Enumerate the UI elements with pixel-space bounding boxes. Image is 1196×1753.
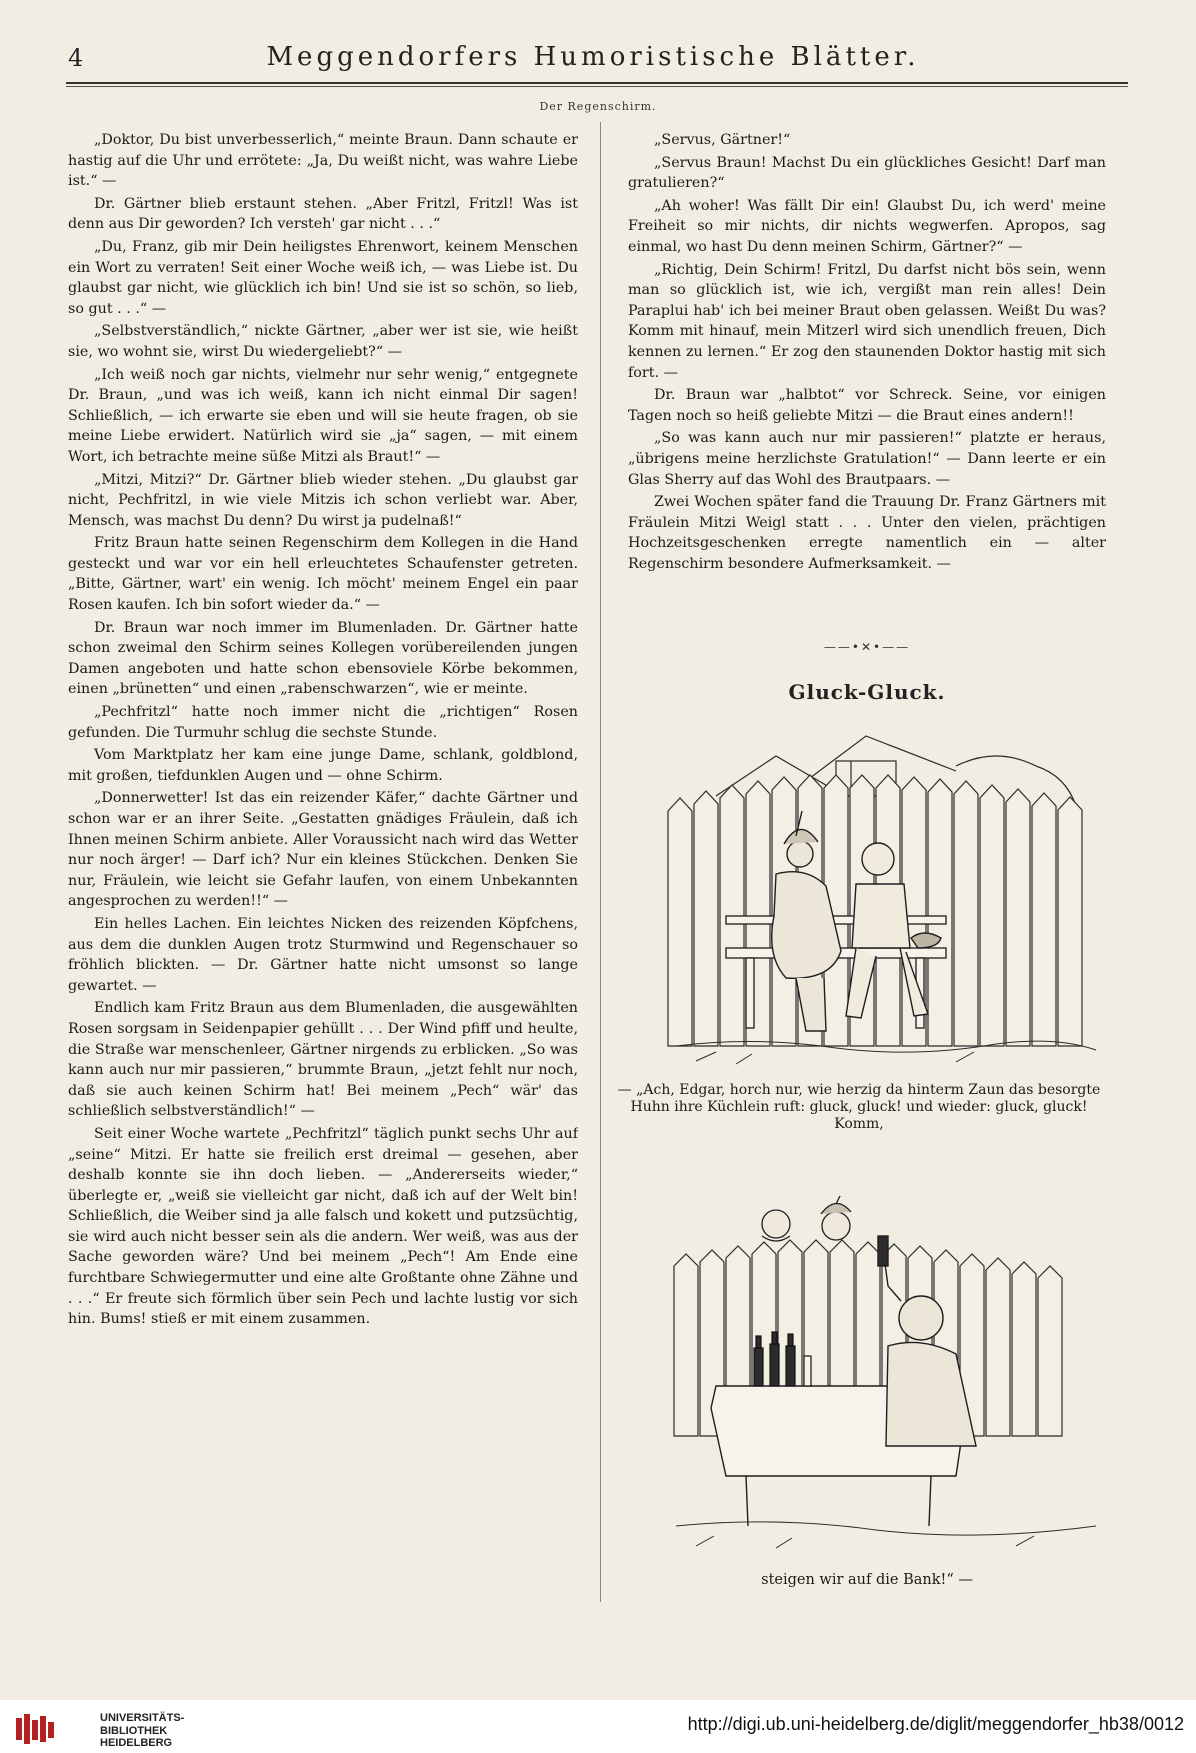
paragraph: Dr. Braun war „halbtot“ vor Schreck. Seine, vor einigen Tagen noch so heiß geliebte Mitzi — die Braut eines andern!!	[628, 387, 1106, 424]
paragraph: „Servus Braun! Machst Du ein glückliches Gesicht! Darf man gratulieren?“	[628, 154, 1106, 192]
paragraph: Fritz Braun hatte seinen Regenschirm dem Kollegen in die Hand gesteckt und war vor ein hell erleuchtetes Schaufenster getreten. „Bitte, Gärtner, wart' ein wenig. Ich möcht' meinem Engel ein paar Rosen kaufen. Ich bin sofort wieder da.“ —	[68, 535, 578, 614]
paragraph: „Richtig, Dein Schirm! Fritzl, Du darfst nicht bös sein, wenn man so glücklich ist, wie ich, vergißt man rein alles! Dein Paraplui hab' ich bei meiner Braut oben gelassen. Weißt Du was? Komm mit hinauf, mein Mitzerl wird sich unendlich freuen, Dich kennen zu lernen.“ Er zog den staunenden Doktor hastig mit sich fort. —	[628, 261, 1106, 381]
paragraph: Dr. Gärtner blieb erstaunt stehen. „Aber Fritzl, Fritzl! Was ist denn aus Dir geworden? Ich versteh' gar nicht . . .“	[68, 195, 578, 233]
page-number: 4	[68, 44, 84, 72]
university-library-name: UNIVERSITÄTS- BIBLIOTHEK HEIDELBERG	[100, 1712, 185, 1749]
paragraph: „So was kann auch nur mir passieren!“ platzte er heraus, „übrigens meine herzlichste Gratulation!“ — Dann leerte er ein Glas Sherry auf das Wohl des Brautpaars. —	[628, 430, 1106, 488]
paragraph: „Pechfritzl“ hatte noch immer nicht die „richtigen“ Rosen gefunden. Die Turmuhr schlug die sechste Stunde.	[68, 704, 578, 741]
paragraph: „Ah woher! Was fällt Dir ein! Glaubst Du, ich werd' meine Freiheit so mir nichts, dir nichts wegwerfen. Apropos, sag einmal, wo hast Du denn meinen Schirm, Gärtner?“ —	[628, 197, 1106, 255]
cartoon-caption-first: — „Ach, Edgar, horch nur, wie herzig da hinterm Zaun das besorgte Huhn ihre Küchlein ruft: gluck, gluck! und wieder: gluck, gluck! Komm,	[617, 1082, 1101, 1132]
paragraph: „Selbstverständlich,“ nickte Gärtner, „aber wer ist sie, wie heißt sie, wo wohnt sie, wirst Du wiedergeliebt?“ —	[68, 323, 578, 360]
source-url-link[interactable]: http://digi.ub.uni-heidelberg.de/diglit/meggendorfer_hb38/0012	[687, 1714, 1184, 1734]
university-library-logo-icon	[14, 1712, 66, 1746]
paragraph: „Mitzi, Mitzi?“ Dr. Gärtner blieb wieder stehen. „Du glaubst gar nicht, Pechfritzl, in wie viele Mitzis ich schon verliebt war. Aber, Mensch, was machst Du denn? Du wirst ja pudelnaß!“	[68, 471, 578, 529]
paragraph: „Doktor, Du bist unverbesserlich,“ meinte Braun. Dann schaute er hastig auf die Uhr und errötete: „Ja, Du weißt nicht, was wahre Liebe ist.“ —	[68, 132, 578, 190]
journal-title: Meggendorfers Humoristische Blätter.	[266, 42, 920, 72]
header-rule-thick	[66, 82, 1128, 84]
paragraph: Endlich kam Fritz Braun aus dem Blumenladen, die ausgewählten Rosen sorgsam in Seidenpapier gehüllt . . . Der Wind pfiff und heulte, die Straße war menschenleer, Gärtner nirgends zu erblicken. „So was kann auch nur mir passieren,“ brummte Braun, „jetzt fehlt nur noch, daß sie auch keinen Schirm hat! Bei meinem „Pech“ wär' das schließlich selbstverständlich!“ —	[68, 1000, 578, 1120]
paragraph: „Servus, Gärtner!“	[654, 132, 791, 148]
cartoon-caption-second: steigen wir auf die Bank!“ —	[761, 1572, 973, 1588]
paragraph: Zwei Wochen später fand die Trauung Dr. Franz Gärtners mit Fräulein Mitzi Weigl statt . . . Unter den vielen, prächtigen Hochzeitsgeschenken erregte namentlich ein — alter Regenschirm besondere Aufmerksamkeit. —	[628, 494, 1106, 572]
cartoon-illustration-bench	[656, 716, 1108, 1071]
paragraph: Vom Marktplatz her kam eine junge Dame, schlank, goldblond, mit großen, tiefdunklen Augen und — ohne Schirm.	[68, 747, 578, 784]
cartoon-title: Gluck-Gluck.	[788, 680, 946, 704]
paragraph: „Donnerwetter! Ist das ein reizender Käfer,“ dachte Gärtner und schon war er an ihrer Seite. „Gestatten gnädiges Fräulein, daß ich Ihnen meinen Schirm anbiete. Aller Voraussicht nach wird das Wetter nur noch ärger! — Darf ich? Nur ein kleines Stückchen. Denken Sie nur, Fräulein, wie leicht sie Gefahr laufen, von einem Unbekannten angesprochen zu werden!!“ —	[68, 790, 578, 910]
paragraph: „Ich weiß noch gar nichts, vielmehr nur sehr wenig,“ entgegnete Dr. Braun, „und was ich weiß, kann ich nicht einmal Dir sagen! Schließlich, — ich erwarte sie eben und will sie heute fragen, ob sie meine Liebe erwidert. Natürlich wird sie „ja“ sagen, — mit einem Wort, ich betrachte meine süße Mitzi als Braut!“ —	[68, 366, 578, 465]
header-rule-thin	[66, 86, 1128, 87]
cartoon-illustration-table	[656, 1196, 1108, 1558]
paragraph: „Du, Franz, gib mir Dein heiligstes Ehrenwort, keinem Menschen ein Wort zu verraten! Seit einer Woche weiß ich, — was Liebe ist. Du glaubst gar nicht, wie glücklich ich bin! Und sie ist so schön, so lieb, so gut . . .“ —	[68, 238, 578, 317]
page-header	[58, 38, 1128, 78]
story-column-left	[68, 130, 578, 1590]
paragraph: Ein helles Lachen. Ein leichtes Nicken des reizenden Köpfchens, aus dem die dunklen Augen trotz Sturmwind und Regenschauer so fröhlich blickten. — Dr. Gärtner hatte nicht umsonst so lange gewartet. —	[68, 915, 578, 994]
digitization-footer	[0, 1700, 1196, 1753]
paragraph: Seit einer Woche wartete „Pechfritzl“ täglich punkt sechs Uhr auf „seine“ Mitzi. Er hatte sie freilich erst dreimal — gesehen, aber deshalb konnte sie ihn doch lieben. — „Andererseits wieder,“ überlegte er, „weiß sie vielleicht gar nicht, daß ich auf der Welt bin! Schließlich, die Weiber sind ja alle falsch und kokett und putzsüchtig, sie wird auch nicht besser sein als die andern. Wer weiß, was aus der Sache geworden wäre? Und bei meinem „Pech“! Am Ende eine furchtbare Schwiegermutter und eine alte Großtante ohne Zähne und . . .“ Er freute sich förmlich über sein Pech und lachte lustig vor sich hin. Bums! stieß er mit einem zusammen.	[68, 1125, 578, 1328]
section-ornament: ——•✕•——	[823, 640, 911, 654]
story-column-right	[628, 130, 1106, 576]
paragraph: Dr. Braun war noch immer im Blumenladen. Dr. Gärtner hatte schon zweimal den Schirm seines Kollegen vorübereilenden jungen Damen angeboten und hatte schon ebensoviele Körbe bekommen, einen „brünetten“ und einen „rabenschwarzen“, wie er meinte.	[68, 619, 578, 698]
section-label: Der Regenschirm.	[539, 100, 657, 113]
column-divider	[600, 122, 601, 1602]
